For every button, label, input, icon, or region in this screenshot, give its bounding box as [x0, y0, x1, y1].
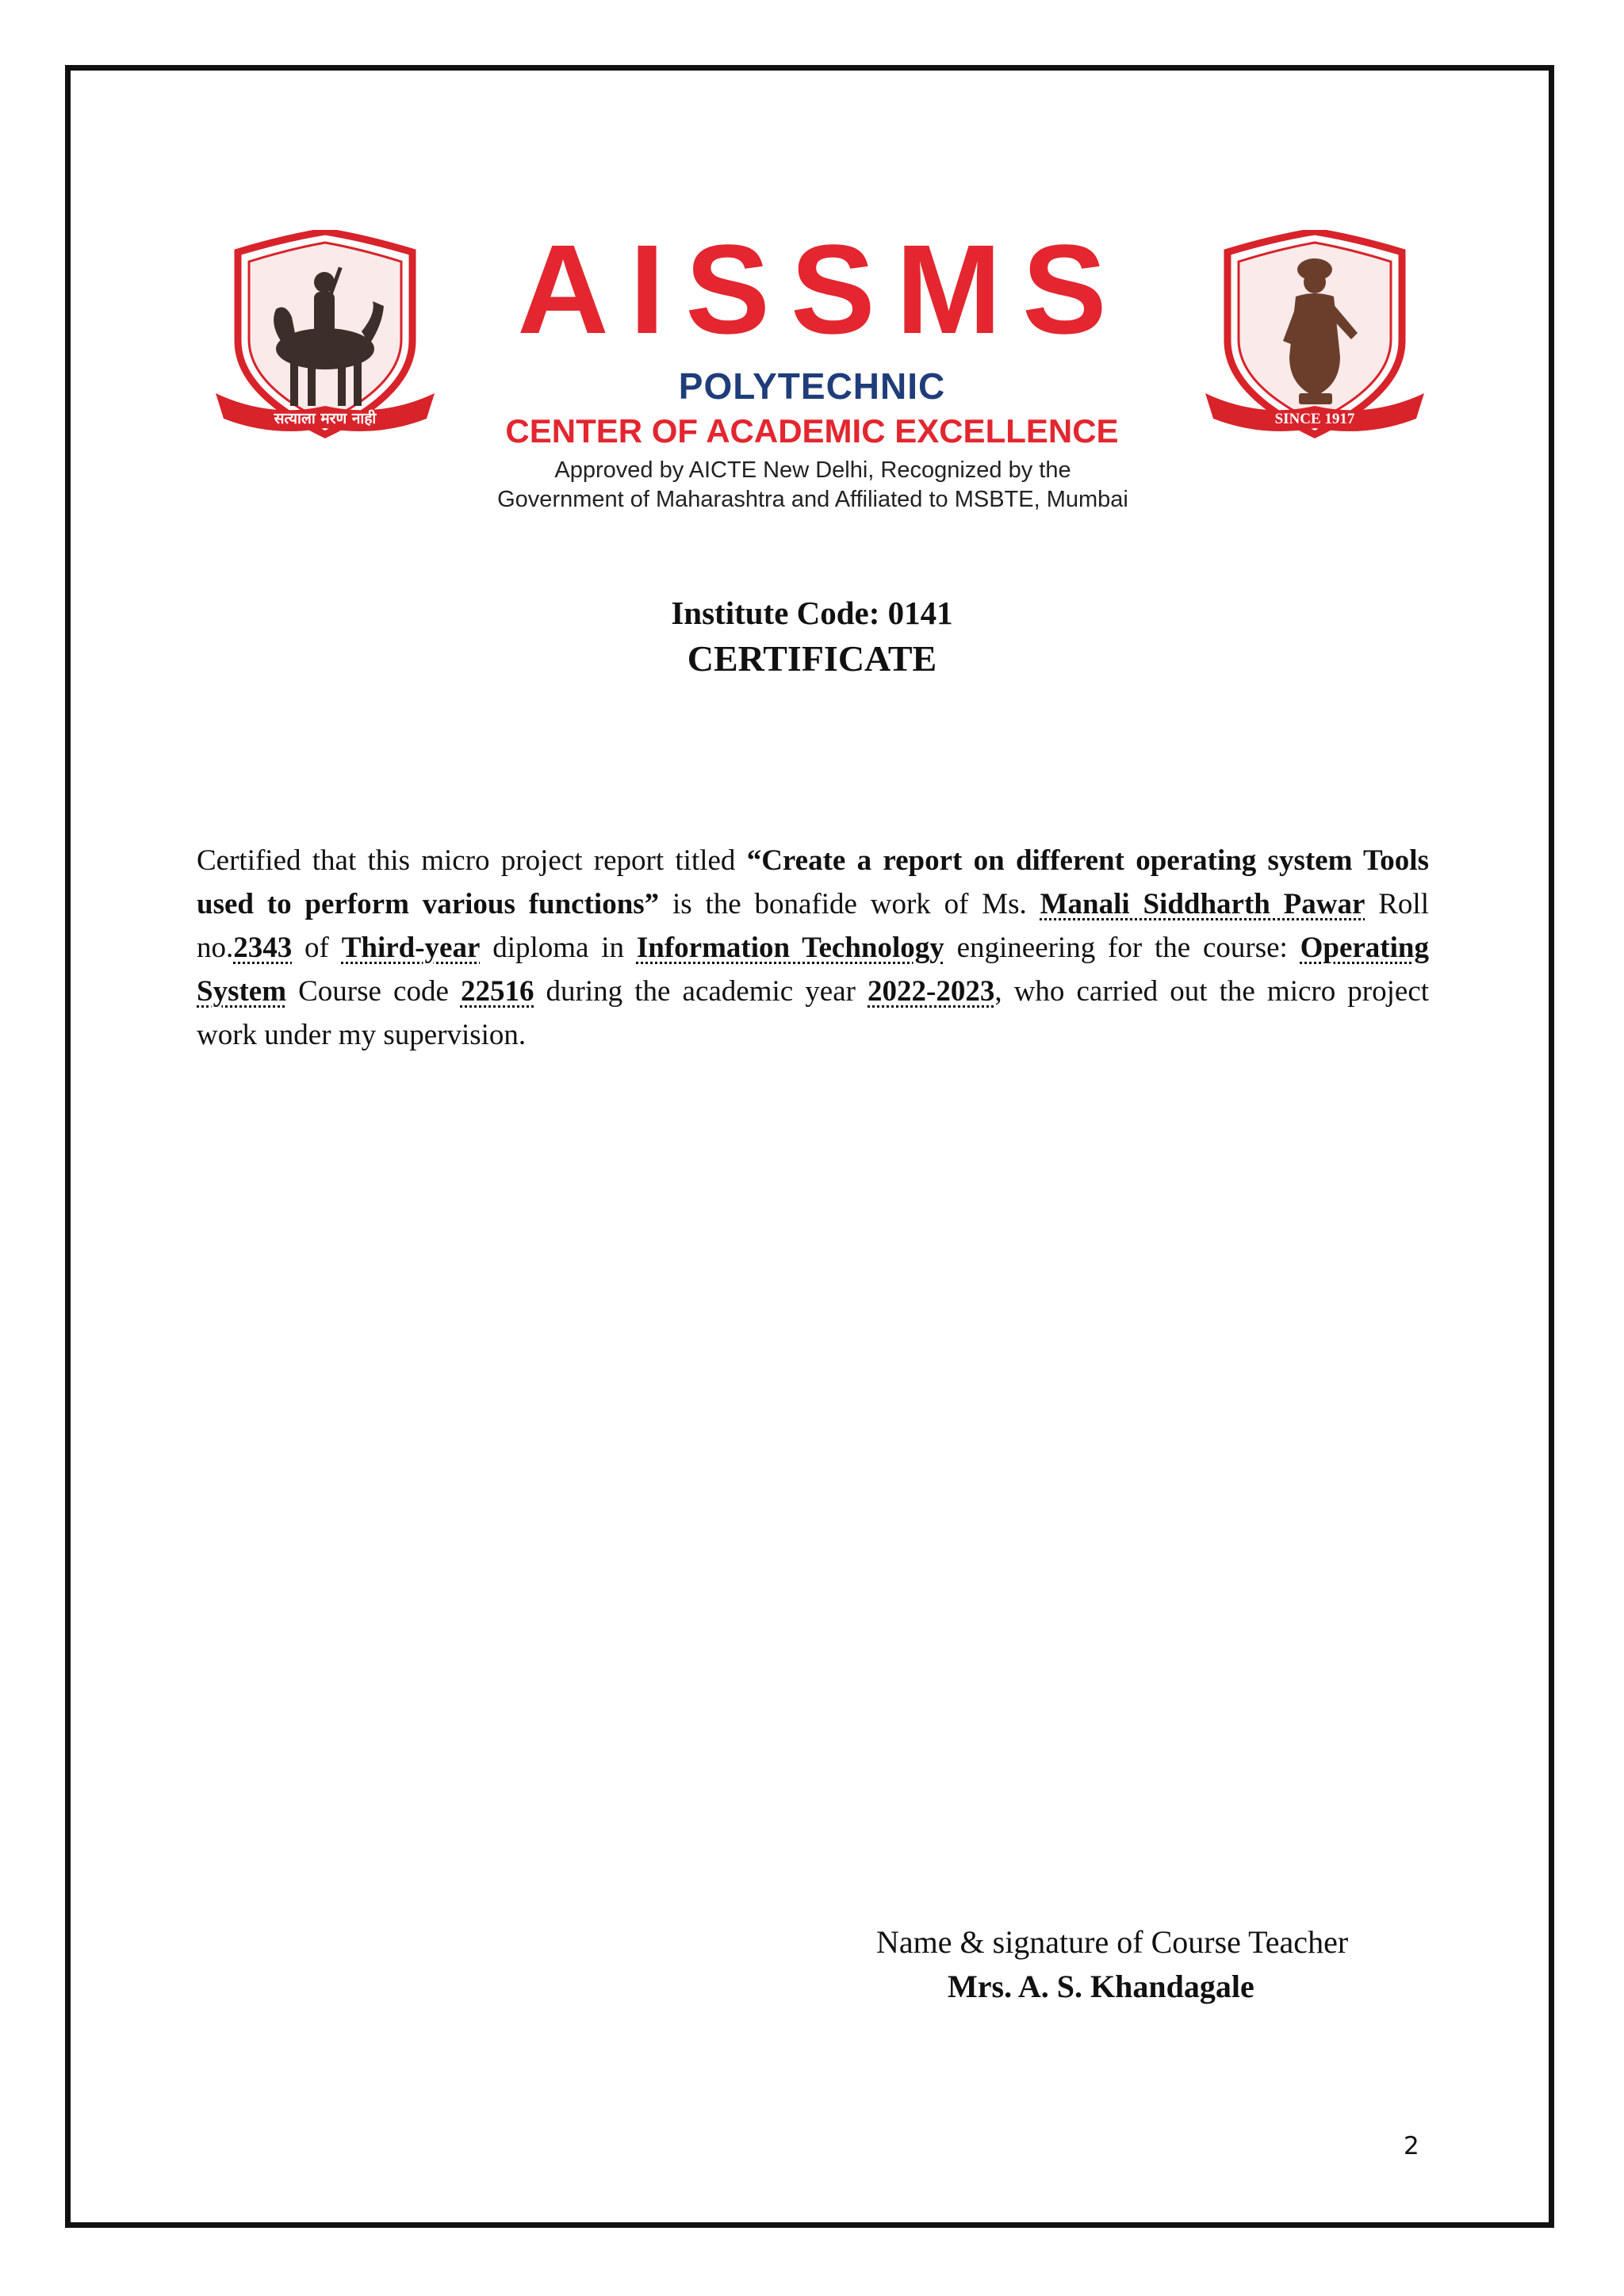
body-academic: during the academic year	[534, 975, 868, 1008]
student-name: Manali Siddharth Pawar	[1040, 888, 1365, 920]
right-emblem-shield	[1204, 230, 1426, 444]
body-intro: Certified that this micro project report titled	[197, 844, 747, 877]
body-roll-prefix: Roll no.	[197, 888, 1429, 964]
body-course: engineering for the course:	[944, 932, 1300, 964]
approval-line-2: Government of Maharashtra and Affiliated to MSBTE, Mumbai	[497, 487, 1128, 512]
course-name: Operating System	[197, 932, 1429, 1008]
roll-number: 2343	[233, 932, 293, 964]
academic-year: 2022-2023	[868, 975, 995, 1008]
brand-subtitle: POLYTECHNIC	[678, 365, 946, 407]
institution-logo	[460, 218, 1164, 452]
approval-line-1: Approved by AICTE New Delhi, Recognized by the	[554, 457, 1071, 483]
brand-wordmark: AISSMS	[517, 218, 1128, 360]
course-code: 22516	[460, 975, 534, 1008]
page-number: 2	[1404, 2132, 1419, 2160]
branch-name: Information Technology	[636, 932, 944, 964]
study-year: Third-year	[341, 932, 481, 964]
left-emblem-motto: सत्याला मरण नाही	[274, 410, 377, 427]
body-closing: , who carried out the micro project work under my supervision.	[197, 975, 1430, 1051]
certificate-body	[197, 839, 1429, 1057]
institute-code: Institute Code: 0141	[671, 595, 953, 631]
body-after-title: is the bonafide work of Ms.	[659, 888, 1040, 920]
body-of: of	[292, 932, 342, 964]
body-diploma: diploma in	[480, 932, 637, 964]
brand-tagline: CENTER OF ACADEMIC EXCELLENCE	[505, 412, 1119, 450]
body-course-code-label: Course code	[286, 975, 461, 1008]
certificate-title: CERTIFICATE	[687, 638, 937, 679]
project-title: “Create a report on different operating system Tools used to perform various functions”	[197, 844, 1429, 920]
approval-statement	[381, 456, 1245, 515]
teacher-name: Mrs. A. S. Khandagale	[948, 1969, 1254, 2004]
signature-label: Name & signature of Course Teacher	[876, 1924, 1349, 1960]
right-emblem-motto: SINCE 1917	[1274, 411, 1355, 427]
left-emblem-shield	[214, 230, 436, 444]
